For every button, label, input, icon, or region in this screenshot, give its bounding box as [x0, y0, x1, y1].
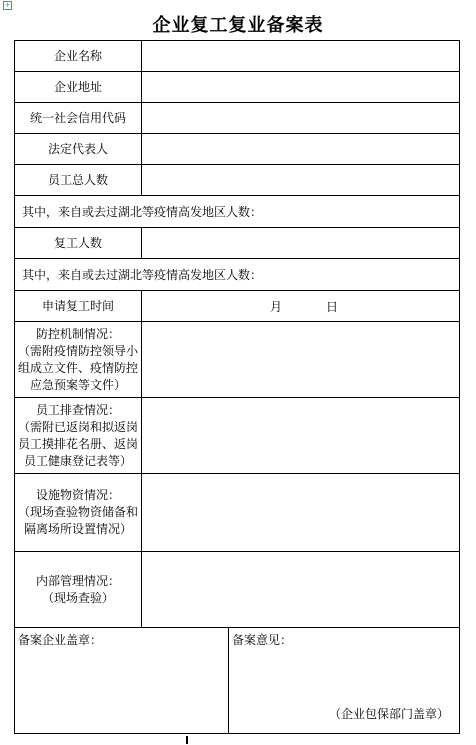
apply-day: 日 — [326, 299, 339, 314]
legal-rep-field[interactable] — [142, 134, 459, 164]
management-note: （现场查验） — [41, 590, 114, 605]
screening-field[interactable] — [142, 398, 459, 473]
total-staff-field[interactable] — [142, 165, 459, 195]
opinion-field[interactable] — [229, 628, 459, 733]
company-address-row — [15, 72, 459, 103]
returning-hubei-row — [15, 259, 459, 291]
company-name-label: 企业名称 — [15, 41, 142, 71]
credit-code-row — [15, 103, 459, 134]
screening-note: （需附已返岗和拟返岗员工摸排花名册、返岗员工健康登记表等） — [17, 419, 138, 468]
prevention-title: 防控机制情况： — [35, 326, 120, 341]
management-field[interactable] — [142, 552, 459, 627]
prevention-field[interactable] — [142, 322, 459, 397]
apply-month: 月 — [270, 299, 283, 314]
facilities-title: 设施物资情况： — [35, 488, 120, 502]
management-title: 内部管理情况： — [35, 573, 120, 588]
credit-code-field[interactable] — [142, 103, 459, 133]
total-staff-row — [15, 165, 459, 196]
staff-hubei-field[interactable]: 其中，来自或去过湖北等疫情高发地区人数： — [22, 205, 263, 219]
management-label — [15, 552, 142, 627]
apply-time-row — [15, 291, 459, 322]
dept-seal-note: （企业包保部门盖章） — [328, 707, 449, 721]
returning-staff-row — [15, 228, 459, 259]
company-seal-label: 备案企业盖章： — [18, 633, 103, 647]
returning-staff-field[interactable] — [142, 228, 459, 258]
company-seal-field[interactable] — [15, 628, 229, 733]
opinion-label: 备案意见： — [232, 633, 293, 647]
credit-code-label: 统一社会信用代码 — [15, 103, 142, 133]
staff-hubei-row — [15, 196, 459, 228]
company-name-row — [15, 41, 459, 72]
company-name-field[interactable] — [142, 41, 459, 71]
legal-rep-row — [15, 134, 459, 165]
text-cursor-icon — [186, 736, 188, 744]
seal-row — [15, 628, 459, 733]
facilities-field[interactable] — [142, 474, 459, 551]
screening-title: 员工排查情况： — [35, 402, 120, 417]
prevention-note: （需附疫情防控领导小组成立文件、疫情防控应急预案等文件） — [17, 343, 138, 392]
filing-form — [14, 40, 460, 734]
company-address-field[interactable] — [142, 72, 459, 102]
returning-staff-label: 复工人数 — [15, 228, 142, 258]
prevention-row — [15, 322, 459, 398]
apply-time-label: 申请复工时间 — [15, 291, 142, 321]
screening-row — [15, 398, 459, 474]
facilities-label — [15, 474, 142, 551]
facilities-row — [15, 474, 459, 552]
prevention-label — [15, 322, 142, 397]
table-anchor-icon: + — [4, 1, 11, 9]
legal-rep-label: 法定代表人 — [15, 134, 142, 164]
facilities-note: （现场查验物资储备和隔离场所设置情况） — [17, 505, 138, 536]
company-address-label: 企业地址 — [15, 72, 142, 102]
returning-hubei-field[interactable]: 其中，来自或去过湖北等疫情高发地区人数： — [22, 268, 263, 282]
management-row — [15, 552, 459, 628]
page-title: 企业复工复业备案表 — [152, 15, 324, 36]
total-staff-label: 员工总人数 — [15, 165, 142, 195]
apply-time-field[interactable] — [142, 291, 459, 321]
screening-label — [15, 398, 142, 473]
